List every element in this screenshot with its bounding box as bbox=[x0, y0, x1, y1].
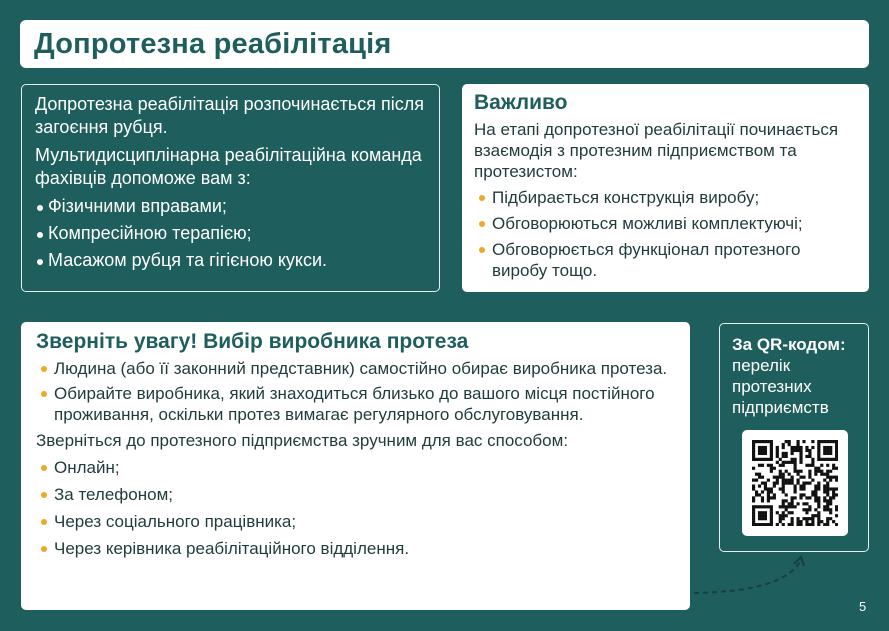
list-item: Обирайте виробника, який знаходиться близько до вашого місця постійного проживання, оскільки протез вимагає регулярного обслуговування. bbox=[36, 383, 680, 425]
team-help-list bbox=[35, 195, 427, 272]
rehab-intro: Допротезна реабілітація розпочинається після загоєння рубця. bbox=[35, 94, 424, 137]
list-item: Обговорюються можливі комплектуючі; bbox=[474, 213, 859, 234]
qr-box bbox=[719, 323, 869, 552]
list-item: Обговорюється функціонал протезного виробу тощо. bbox=[474, 239, 859, 281]
qr-description: перелік протезних підприємств bbox=[732, 356, 829, 417]
attention-heading: Зверніть увагу! Вибір виробника протеза bbox=[36, 330, 469, 353]
team-intro: Мультидисциплінарна реабілітаційна команда фахівців допоможе вам з: bbox=[35, 145, 422, 188]
list-item: Масажом рубця та гігієною кукси. bbox=[35, 249, 427, 272]
list-item: За телефоном; bbox=[36, 484, 680, 505]
list-item: Людина (або її законний представник) самостійно обирає виробника протеза. bbox=[36, 358, 680, 379]
title-banner bbox=[20, 20, 869, 68]
important-intro: На етапі допротезної реабілітації починається взаємодія з протезним підприємством та протезистом: bbox=[474, 120, 839, 181]
qr-code-icon[interactable] bbox=[752, 440, 838, 526]
qr-code-frame[interactable] bbox=[742, 430, 848, 536]
qr-label: За QR-кодом: bbox=[732, 335, 846, 354]
list-item: Через керівника реабілітаційного відділення. bbox=[36, 538, 680, 559]
dashed-arrow-icon bbox=[690, 548, 810, 598]
list-item: Через соціального працівника; bbox=[36, 511, 680, 532]
list-item: Підбирається конструкція виробу; bbox=[474, 187, 859, 208]
manufacturer-choice-box bbox=[21, 322, 690, 610]
page-number: 5 bbox=[859, 599, 867, 614]
list-item: Фізичними вправами; bbox=[35, 195, 427, 218]
rehab-info-box bbox=[21, 84, 440, 292]
important-heading: Важливо bbox=[474, 91, 568, 114]
important-box bbox=[462, 84, 869, 292]
list-item: Компресійною терапією; bbox=[35, 222, 427, 245]
page-title: Допротезна реабілітація bbox=[34, 28, 392, 60]
choice-list bbox=[36, 358, 680, 425]
important-list bbox=[474, 187, 859, 281]
contact-intro: Зверніться до протезного підприємства зручним для вас способом: bbox=[36, 431, 569, 450]
list-item: Онлайн; bbox=[36, 457, 680, 478]
contact-methods-list bbox=[36, 457, 680, 559]
